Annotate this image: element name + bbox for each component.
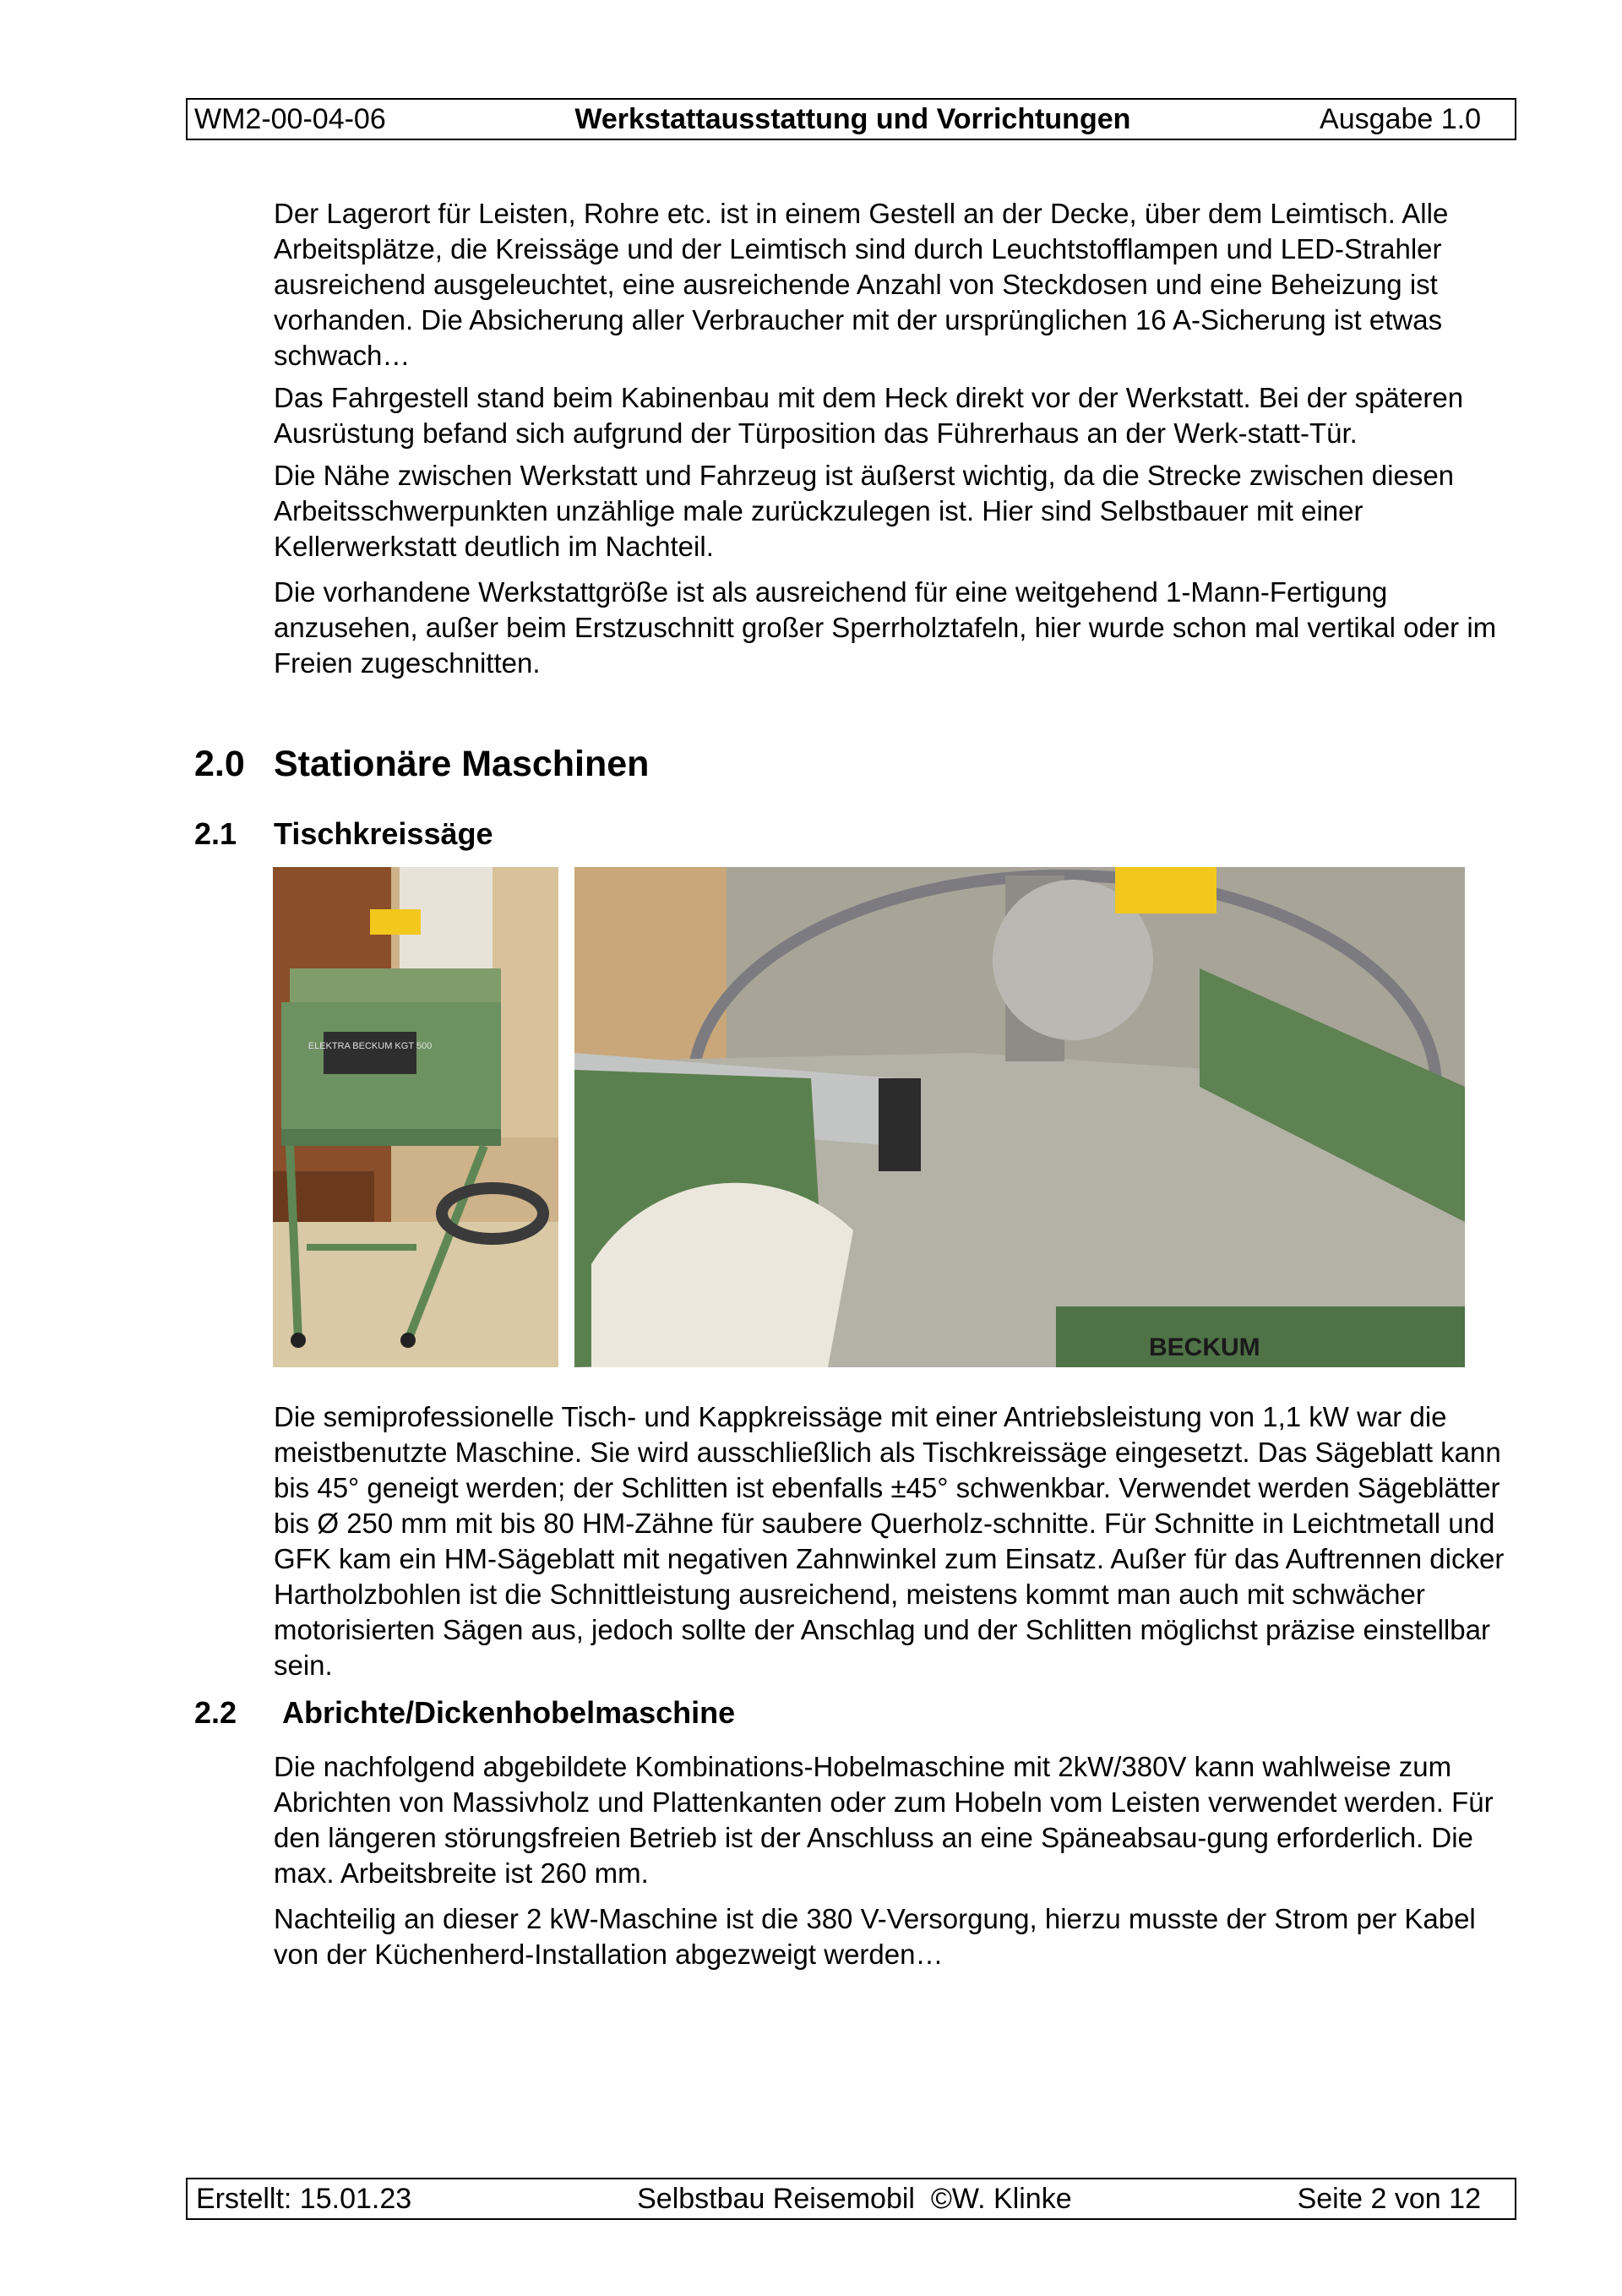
page-header — [186, 98, 1516, 140]
section-number: 2.0 — [194, 744, 245, 784]
intro-paragraph-3: Die Nähe zwischen Werkstatt und Fahrzeug ist äußerst wichtig, da die Strecke zwischen diesen Arbeitsschwerpunkten unzählige male zurückzulegen ist. Hier sind Selbstbauer mit einer Kellerwerkstatt deutlich im Nachteil. — [274, 460, 1455, 562]
intro-text — [274, 196, 1520, 681]
created-date: Erstellt: 15.01.23 — [196, 2182, 412, 2215]
page-footer — [186, 2178, 1516, 2220]
footer-project: Selbstbau Reisemobil ©W. Klinke — [637, 2182, 1072, 2215]
page-number: Seite 2 von 12 — [1297, 2182, 1481, 2215]
section-number: 2.2 — [194, 1695, 237, 1730]
saw-table-closeup-photo — [574, 867, 1465, 1367]
section-2-2-paragraph-1: Die nachfolgend abgebildete Kombinations-Hobelmaschine mit 2kW/380V kann wahlweise zum Abrichten von Massivholz und Plattenkanten oder zum Hobeln vom Leisten verwendet werden. Für den längeren störungsfreien Betrieb ist der Anschluss an eine Späneabsau-gung erforderlich. Die max. Arbeitsbreite ist 260 mm. — [274, 1751, 1494, 1889]
section-2-1-paragraph: Die semiprofessionelle Tisch- und Kappkreissäge mit einer Antriebsleistung von 1,1 kW war die meistbenutzte Maschine. Sie wird ausschließlich als Tischkreissäge eingesetzt. Das Sägeblatt kann bis 45° geneigt werden; der Schlitten ist ebenfalls ±45° schwenkbar. Verwendet werden Sägeblätter bis Ø 250 mm mit bis 80 HM-Zähne für saubere Querholz-schnitte. Für Schnitte in Leichtmetall und GFK kam ein HM-Sägeblatt mit negativen Zahnwinkel zum Einsatz. Außer für das Auftrennen dicker Hartholzbohlen ist die Schnittleistung ausreichend, meistens kommt man auch mit schwächer motorisierten Sägen aus, jedoch sollte der Anschlag und der Schlitten möglichst präzise einstellbar sein. — [274, 1401, 1505, 1681]
machine-label: ELEKTRA BECKUM KGT 500 — [308, 1041, 433, 1051]
brand-label: BECKUM — [1149, 1333, 1260, 1361]
intro-paragraph-2: Das Fahrgestell stand beim Kabinenbau mit dem Heck direkt vor der Werkstatt. Bei der späteren Ausrüstung befand sich aufgrund der Türposition das Führerhaus an der Werk-statt-Tür. — [274, 382, 1464, 449]
section-title: Abrichte/Dickenhobelmaschine — [282, 1695, 736, 1730]
header-title: Werkstattausstattung und Vorrichtungen — [574, 102, 1131, 135]
doc-id: WM2-00-04-06 — [194, 102, 386, 135]
section-heading-2-2 — [194, 1695, 735, 1731]
intro-paragraph-1: Der Lagerort für Leisten, Rohre etc. ist in einem Gestell an der Decke, über dem Leimtisch. Alle Arbeitsplätze, die Kreissäge und der Leimtisch sind durch Leuchtstofflampen und LED-Strahler ausreichend ausgeleuchtet, eine ausreichende Anzahl von Steckdosen und eine Beheizung ist vorhanden. Die Absicherung aller Verbraucher mit der ursprünglichen 16 A-Sicherung ist etwas schwach… — [274, 198, 1449, 371]
section-2-2-paragraph-2: Nachteilig an dieser 2 kW-Maschine ist die 380 V-Versorgung, hierzu musste der Strom per Kabel von der Küchenherd-Installation abgezweigt werden… — [274, 1903, 1476, 1970]
edition: Ausgabe 1.0 — [1320, 102, 1481, 135]
section-2-1-text — [274, 1399, 1520, 1683]
section-2-2-text — [274, 1749, 1520, 1972]
section-heading-2-0 — [194, 744, 649, 785]
section-title: Stationäre Maschinen — [274, 744, 650, 784]
section-title: Tischkreissäge — [274, 816, 493, 851]
table-saw-photo — [273, 867, 558, 1367]
section-heading-2-1 — [194, 816, 493, 852]
section-number: 2.1 — [194, 816, 237, 851]
intro-paragraph-4: Die vorhandene Werkstattgröße ist als ausreichend für eine weitgehend 1-Mann-Fertigung anzusehen, außer beim Erstzuschnitt großer Sperrholztafeln, hier wurde schon mal vertikal oder im Freien zugeschnitten. — [274, 576, 1497, 679]
